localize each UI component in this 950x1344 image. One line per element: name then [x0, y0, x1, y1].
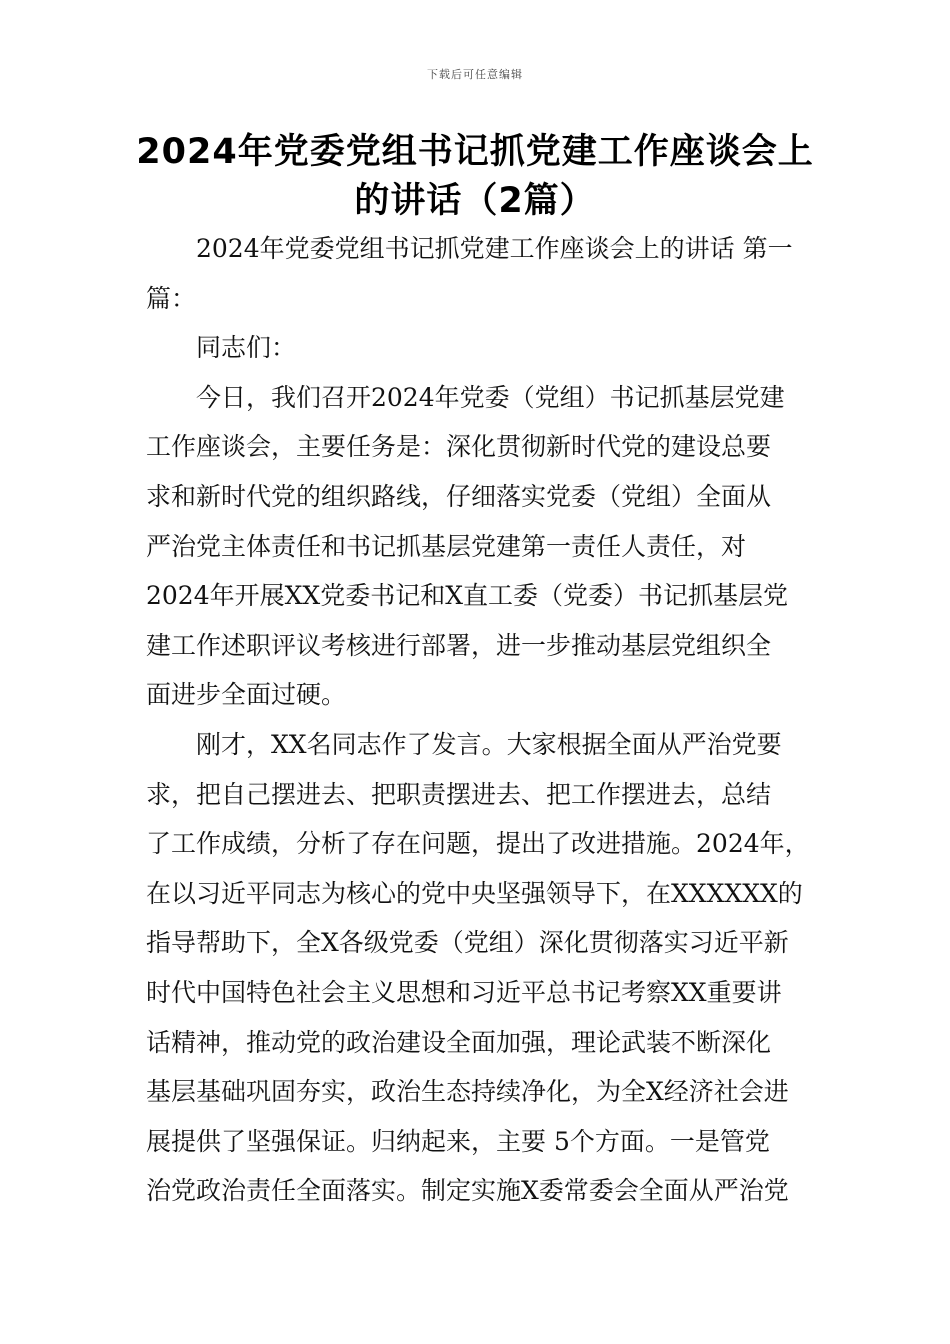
paragraph-line: 求，把自己摆进去、把职责摆进去、把工作摆进去，总结	[146, 779, 772, 809]
paragraph-line: 建工作述职评议考核进行部署，进一步推动基层党组织全	[146, 630, 772, 660]
document-title	[100, 128, 850, 226]
paragraph-line: 严治党主体责任和书记抓基层党建第一责任人责任，对	[146, 531, 747, 561]
paragraph-line: 了工作成绩，分析了存在问题，提出了改进措施。2024年，	[146, 829, 810, 859]
paragraph-line: 工作座谈会，主要任务是：深化贯彻新时代党的建设总要	[146, 432, 772, 462]
paragraph-line: 求和新时代党的组织路线，仔细落实党委（党组）全面从	[146, 481, 772, 511]
paragraph-line: 治党政治责任全面落实。制定实施X委常委会全面从严治党	[146, 1176, 789, 1206]
paragraph-line: 基层基础巩固夯实，政治生态持续净化，为全X经济社会进	[146, 1077, 789, 1107]
document-body	[146, 224, 812, 1216]
title-line: 的讲话（2篇）	[354, 181, 596, 221]
paragraph-line: 话精神，推动党的政治建设全面加强，理论武装不断深化	[146, 1027, 772, 1057]
header-note: 下载后可任意编辑	[427, 68, 523, 81]
subtitle-line: 篇：	[146, 283, 197, 313]
paragraph-line: 展提供了坚强保证。归纳起来，主要 5个方面。一是管党	[146, 1126, 770, 1156]
paragraph-line: 刚才，XX名同志作了发言。大家根据全面从严治党要	[196, 729, 782, 759]
paragraph-line: 2024年开展XX党委书记和X直工委（党委）书记抓基层党	[146, 581, 789, 611]
paragraph-line: 面进步全面过硬。	[146, 680, 347, 710]
paragraph-line: 今日，我们召开2024年党委（党组）书记抓基层党建	[196, 382, 785, 412]
title-line: 2024年党委党组书记抓党建工作座谈会上	[136, 132, 814, 172]
salutation: 同志们：	[196, 333, 297, 363]
paragraph-line: 在以习近平同志为核心的党中央坚强领导下，在XXXXXX的	[146, 878, 803, 908]
subtitle-line: 2024年党委党组书记抓党建工作座谈会上的讲话 第一	[196, 234, 793, 263]
paragraph-line: 时代中国特色社会主义思想和习近平总书记考察XX重要讲	[146, 977, 782, 1007]
paragraph-line: 指导帮助下，全X各级党委（党组）深化贯彻落实习近平新	[146, 928, 789, 958]
